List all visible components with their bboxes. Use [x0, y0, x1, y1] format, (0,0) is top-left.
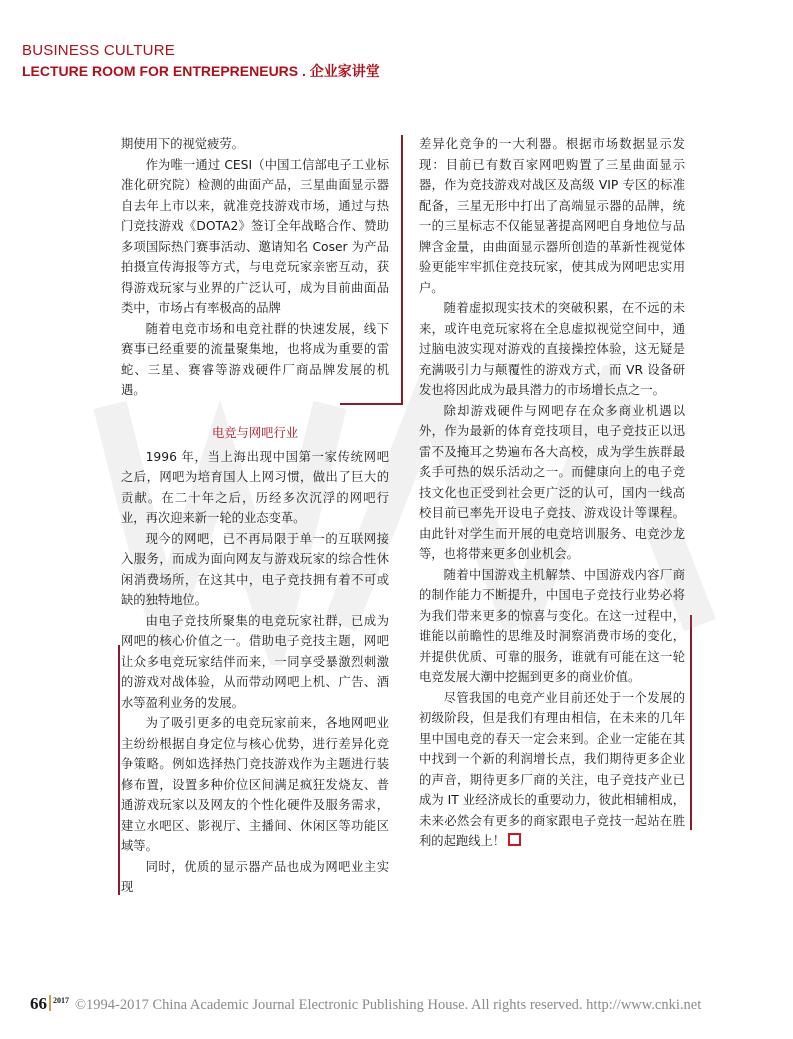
column2-rule [690, 615, 692, 830]
paragraph: 随着虚拟现实技术的突破积累，在不远的未来，或许电竞玩家将在全息虚拟视觉空间中，通过脑电波实现对游戏的直接操控体验，这无疑是充满吸引力与颠覆性的游戏方式，而 VR 设备研发也将因此成为最具潜力的市场增长点之一。 [419, 301, 685, 397]
paragraph: 随着中国游戏主机解禁、中国游戏内容厂商的制作能力不断提升，中国电子竞技行业势必将为我们带来更多的惊喜与变化。在这一过程中，谁能以前瞻性的思维及时洞察消费市场的变化，并提供优质、可靠的服务，谁就有可能在这一轮电竞发展大潮中挖掘到更多的商业价值。 [419, 567, 685, 684]
copyright-notice: ©1994-2017 China Academic Journal Electronic Publishing House. All rights reserved. http://www.cnki.net [75, 997, 702, 1013]
end-mark-icon [508, 833, 521, 846]
section-title: 电竞与网吧行业 [211, 425, 299, 440]
footer-divider [49, 995, 51, 1011]
column1-top-rule [401, 135, 403, 405]
paragraph: 现今的网吧，已不再局限于单一的互联网接入服务，而成为面向网友与游戏玩家的综合性休闲消费场所，在这其中，电子竞技拥有着不可或缺的独特地位。 [121, 531, 389, 607]
column-right [419, 134, 685, 852]
paragraph: 差异化竞争的一大利器。根据市场数据显示发现：目前已有数百家网吧购置了三星曲面显示器，作为竞技游戏对战区及高级 VIP 专区的标准配备，三星无形中打出了高端显示器的品牌，统一的三星标志不仅能显著提高网吧自身地位与品牌含金量，由曲面显示器所创造的革新性视觉体验更能牢牢抓住竞技玩家，使其成为网吧忠实用户。 [419, 137, 685, 295]
section-header: BUSINESS CULTURE [22, 42, 175, 59]
paragraph: 同时，优质的显示器产品也成为网吧业主实现 [121, 859, 389, 894]
left-margin-rule [118, 645, 120, 895]
paragraph: 1996 年，当上海出现中国第一家传统网吧之后，网吧为培育国人上网习惯，做出了巨大的贡献。在二十年之后，历经多次沉浮的网吧行业，再次迎来新一轮的业态变革。 [121, 449, 389, 525]
issue-year: 2017 [53, 996, 69, 1005]
page-footer [30, 994, 701, 1014]
paragraph-text: 尽管我国的电竞产业目前还处于一个发展的初级阶段，但是我们有理由相信，在未来的几年里中国电竞的春天一定会来到。企业一定能在其中找到一个新的利润增长点，我们期待更多企业的声音，期待更多厂商的关注，电子竞技产业已成为 IT 业经济成长的重要动力，彼此相辅相成，未来必然会有更多的商家跟电子竞技一起站在胜利的起跑线上！ [419, 690, 685, 848]
paragraph: 随着电竞市场和电竞社群的快速发展，线下赛事已经重要的流量聚集地，也将成为重要的雷蛇、三星、赛睿等游戏硬件厂商品牌发展的机遇。 [121, 321, 389, 397]
paragraph: 期使用下的视觉疲劳。 [121, 137, 244, 151]
paragraph: 除却游戏硬件与网吧存在众多商业机遇以外，作为最新的体育竞技项目，电子竞技正以迅雷不及掩耳之势遍布各大高校，成为学生族群最炙手可热的娱乐活动之一。而健康向上的电子竞技文化也正受到社会更广泛的认可，国内一线高校目前已率先开设电子竞技、游戏设计等课程。由此针对学生而开展的电竞培训服务、电竞沙龙等，也将带来更多创业机会。 [419, 403, 685, 561]
paragraph: 作为唯一通过 CESI（中国工信部电子工业标准化研究院）检测的曲面产品，三星曲面显示器自去年上市以来，就准竞技游戏市场，通过与热门竞技游戏《DOTA2》签订全年战略合作、赞助多项国际热门赛事活动、邀请知名 Coser 为产品拍摄宣传海报等方式，与电竞玩家亲密互动，获得游戏玩家与业界的广泛认可，成为目前曲面品类中，市场占有率极高的品牌 [121, 157, 389, 315]
page-number: 66 [30, 994, 47, 1013]
column-left [121, 134, 389, 898]
paragraph [419, 688, 685, 852]
paragraph: 为了吸引更多的电竞玩家前来，各地网吧业主纷纷根据自身定位与核心优势，进行差异化竞争策略。例如选择热门竞技游戏作为主题进行装修布置，设置多种价位区间满足疯狂发烧友、普通游戏玩家以及网友的个性化硬件及服务需求，建立水吧区、影视厅、主播间、休闲区等功能区域等。 [121, 716, 389, 853]
paragraph: 由电子竞技所聚集的电竞玩家社群，已成为网吧的核心价值之一。借助电子竞技主题，网吧让众多电竞玩家结伴而来，一同享受暴激烈刺激的游戏对战体验，从而带动网吧上机、广告、酒水等盈利业务的发展。 [121, 613, 389, 710]
section-subheader: LECTURE ROOM FOR ENTREPRENEURS . 企业家讲堂 [22, 63, 380, 79]
